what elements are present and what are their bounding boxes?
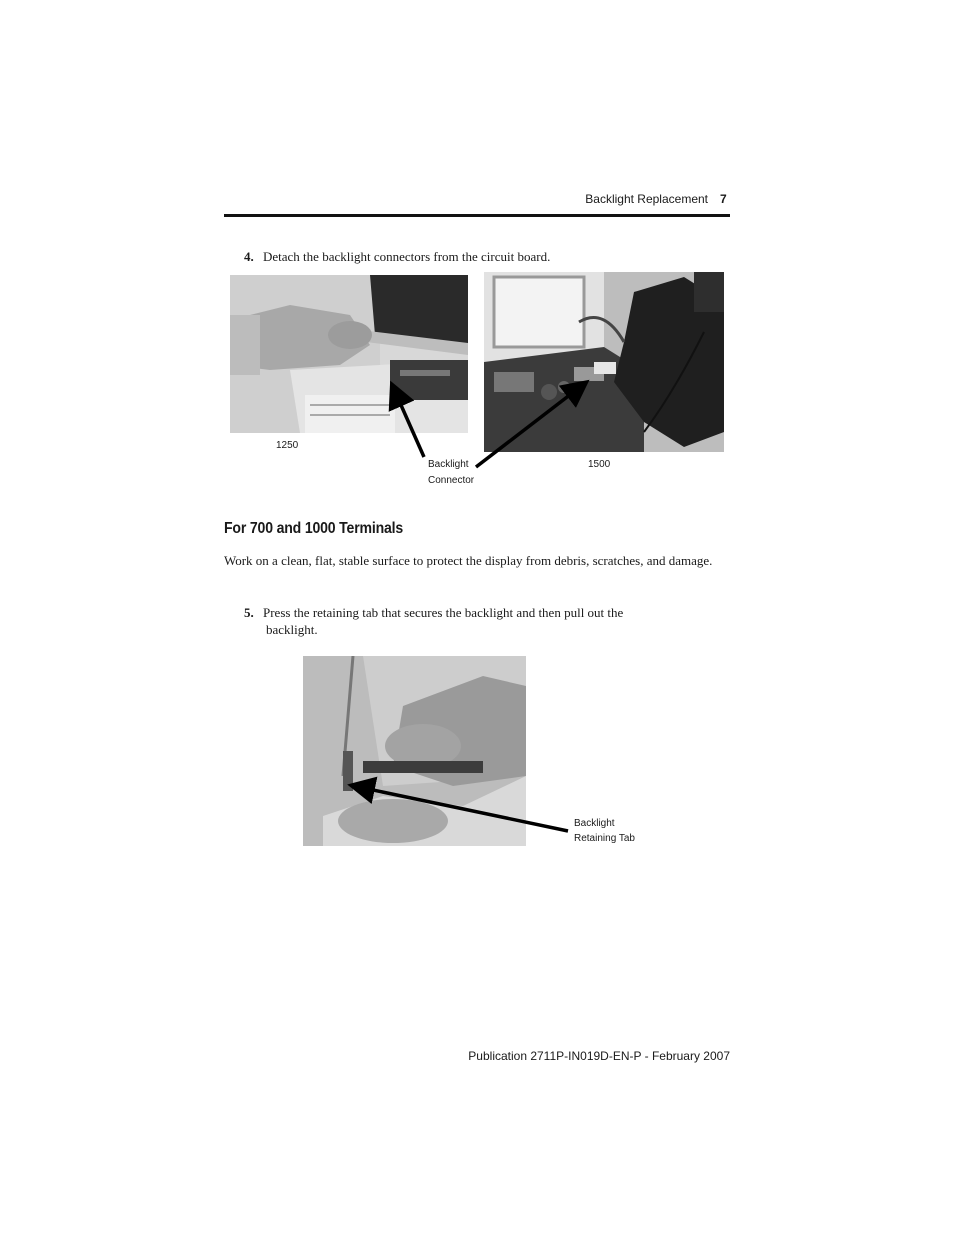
step-5-text-line2: backlight. xyxy=(266,622,318,637)
body-paragraph: Work on a clean, flat, stable surface to protect the display from debris, scratches, and damage. xyxy=(224,553,713,568)
callout-retaining-tab-line1: Backlight xyxy=(574,818,615,829)
footer-publication: Publication 2711P-IN019D-EN-P - February 2007 xyxy=(468,1049,730,1063)
callout-backlight-connector-line2: Connector xyxy=(428,475,475,486)
photo-retaining-tab xyxy=(303,656,526,846)
page-number: 7 xyxy=(720,192,727,206)
step-4-number: 4. xyxy=(244,249,254,264)
step-4-text: Detach the backlight connectors from the circuit board. xyxy=(263,249,551,264)
step-5-text-line1: Press the retaining tab that secures the backlight and then pull out the xyxy=(263,605,624,620)
photo-1500-terminal xyxy=(484,272,724,452)
callout-backlight-connector xyxy=(428,457,474,489)
step-4 xyxy=(244,248,550,265)
running-header-title: Backlight Replacement xyxy=(585,192,708,206)
step-5 xyxy=(244,604,714,638)
photo-1250-terminal xyxy=(230,275,468,433)
figure-label-1250: 1250 xyxy=(276,440,299,451)
figure-label-1500: 1500 xyxy=(588,459,611,470)
callout-retaining-tab-line2: Retaining Tab xyxy=(574,833,635,844)
header-rule xyxy=(224,214,730,217)
callout-backlight-connector-line1: Backlight xyxy=(428,459,469,470)
callout-backlight-retaining-tab xyxy=(574,816,635,846)
section-title: For 700 and 1000 Terminals xyxy=(224,520,404,537)
step-5-number: 5. xyxy=(244,605,254,620)
